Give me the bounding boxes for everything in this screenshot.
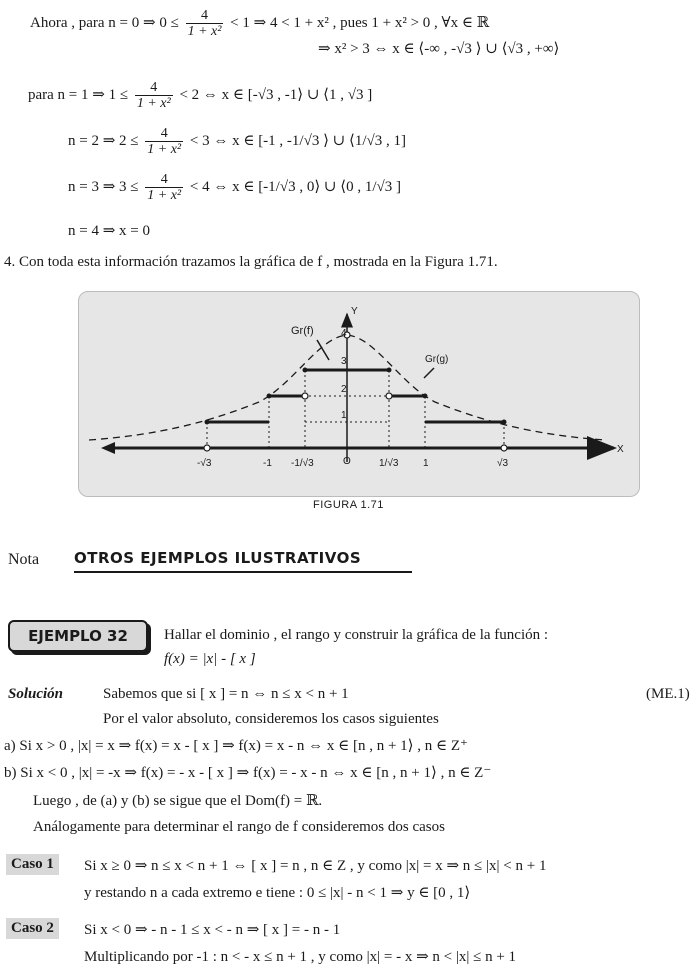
solucion-ref: (ME.1)	[646, 686, 690, 702]
case-n2-post: < 3 ⇔ x ∈ [-1 , -1/√3 ⟩ ∪ ⟨1/√3 , 1]	[189, 132, 406, 149]
fraction-denominator: 1 + x²	[147, 142, 182, 157]
y-axis-label: Y	[351, 306, 358, 317]
figure-panel	[78, 291, 640, 497]
case-n3-post: < 4 ⇔ x ∈ [-1/√3 , 0⟩ ∪ ⟨0 , 1/√3 ]	[189, 178, 401, 195]
nota-underline	[74, 571, 412, 573]
intro-line-2: ⇒ x² > 3 ⇔ x ∈ ⟨-∞ , -√3 ⟩ ∪ ⟨√3 , +∞⟩	[318, 41, 560, 57]
x-tick-neg-1: -1	[263, 458, 272, 469]
pointer-g	[424, 368, 434, 378]
case-n2	[68, 126, 406, 157]
fraction-denominator: 1 + x²	[187, 24, 222, 39]
y-tick-4: 4	[341, 328, 347, 339]
fraction-numerator: 4	[160, 172, 168, 187]
case-n2-pre: n = 2 ⇒ 2 ≤	[68, 132, 139, 149]
fraction	[145, 126, 183, 157]
solucion-analog: Análogamente para determinar el rango de f consideremos dos casos	[33, 819, 445, 835]
open-points	[204, 332, 507, 451]
label-gr-g: Gr(g)	[425, 354, 449, 365]
caso-2-label: Caso 2	[6, 918, 59, 939]
ejemplo-statement: Hallar el dominio , el rango y construir la gráfica de la función :	[164, 627, 549, 643]
origin-label: O	[343, 456, 351, 467]
figure-caption: FIGURA 1.71	[313, 499, 384, 511]
y-tick-1: 1	[341, 410, 347, 421]
y-tick-2: 2	[341, 384, 347, 395]
intro-line-1-post: < 1 ⇒ 4 < 1 + x² , pues 1 + x² > 0 , ∀x ∈ ℝ	[230, 14, 490, 31]
x-axis-label: X	[617, 444, 624, 455]
nota-label: Nota	[8, 551, 40, 568]
x-tick-sqrt3: √3	[497, 458, 509, 469]
x-tick-neg-sqrt3: -√3	[197, 458, 212, 469]
case-n1	[28, 80, 372, 111]
case-n3-pre: n = 3 ⇒ 3 ≤	[68, 178, 139, 195]
solucion-label: Solución	[8, 686, 64, 702]
case-n4: n = 4 ⇒ x = 0	[68, 223, 150, 239]
caso-1-line-2: y restando n a cada extremo e tiene : 0 ≤ |x| - n < 1 ⇒ y ∈ [0 , 1⟩	[84, 885, 471, 901]
case-n3	[68, 172, 401, 203]
ejemplo-label: EJEMPLO 32	[8, 620, 148, 652]
case-n1-pre: para n = 1 ⇒ 1 ≤	[28, 86, 129, 103]
solucion-case-b: b) Si x < 0 , |x| = -x ⇒ f(x) = - x - [ x ] ⇒ f(x) = - x - n ⇔ x ∈ [n , n + 1⟩ , n ∈ Z⁻	[4, 765, 492, 781]
fraction-denominator: 1 + x²	[136, 96, 171, 111]
nota-title: OTROS EJEMPLOS ILUSTRATIVOS	[74, 549, 362, 567]
ejemplo-function: f(x) = |x| - [ x ]	[164, 651, 256, 667]
solucion-luego: Luego , de (a) y (b) se sigue que el Dom(f) = ℝ.	[33, 793, 323, 809]
x-tick-1: 1	[423, 458, 429, 469]
fraction	[135, 80, 173, 111]
fraction-denominator: 1 + x²	[147, 188, 182, 203]
solucion-case-a: a) Si x > 0 , |x| = x ⇒ f(x) = x - [ x ] ⇒ f(x) = x - n ⇔ x ∈ [n , n + 1⟩ , n ∈ Z⁺	[4, 738, 468, 754]
solucion-line-2: Por el valor absoluto, consideremos los casos siguientes	[103, 711, 439, 727]
fraction-numerator: 4	[160, 126, 168, 141]
fraction-numerator: 4	[200, 8, 208, 23]
intro-line-1-pre: Ahora , para n = 0 ⇒ 0 ≤	[30, 14, 179, 31]
caso-1-label: Caso 1	[6, 854, 59, 875]
intro-line-1	[30, 8, 489, 39]
solucion-line-1: Sabemos que si [ x ] = n ⇔ n ≤ x < n + 1	[103, 686, 349, 702]
x-tick-neg-inv-sqrt3: -1/√3	[291, 458, 314, 469]
label-gr-f: Gr(f)	[291, 325, 314, 337]
caso-1-line-1: Si x ≥ 0 ⇒ n ≤ x < n + 1 ⇔ [ x ] = n , n ∈ Z , y como |x| = x ⇒ n ≤ |x| < n + 1	[84, 858, 547, 874]
fraction	[186, 8, 224, 39]
fraction-numerator: 4	[150, 80, 158, 95]
caso-2-line-1: Si x < 0 ⇒ - n - 1 ≤ x < - n ⇒ [ x ] = - n - 1	[84, 922, 341, 938]
guide-lines	[207, 370, 504, 448]
x-tick-inv-sqrt3: 1/√3	[379, 458, 399, 469]
figure-graph	[79, 292, 639, 496]
y-tick-3: 3	[341, 356, 347, 367]
caso-2-line-2: Multiplicando por -1 : n < - x ≤ n + 1 , y como |x| = - x ⇒ n < |x| ≤ n + 1	[84, 949, 517, 965]
item-4: 4. Con toda esta información trazamos la gráfica de f , mostrada en la Figura 1.71.	[4, 254, 498, 270]
fraction	[145, 172, 183, 203]
case-n1-post: < 2 ⇔ x ∈ [-√3 , -1⟩ ∪ ⟨1 , √3 ]	[179, 86, 373, 103]
x-axis-left-arrow	[101, 442, 115, 454]
